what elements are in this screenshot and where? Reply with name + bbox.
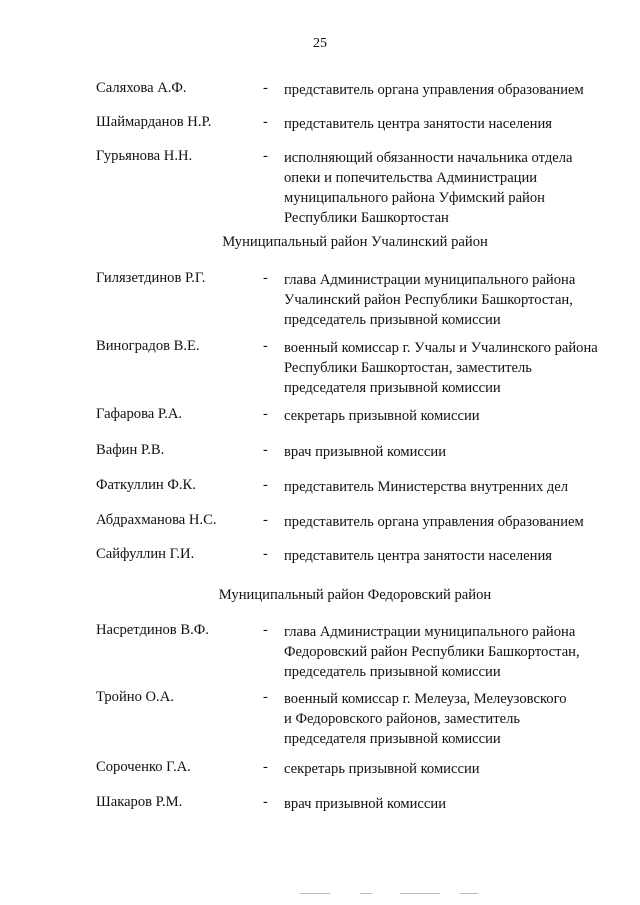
role-line: опеки и попечительства Администрации xyxy=(284,170,538,186)
member-role xyxy=(284,759,480,779)
role-line: представитель центра занятости населения xyxy=(284,116,552,132)
member-role xyxy=(284,270,575,330)
role-line: глава Администрации муниципального района xyxy=(284,624,576,640)
member-name: Гилязетдинов Р.Г. xyxy=(96,270,206,286)
role-line: Республики Башкортостан, заместитель xyxy=(284,360,532,376)
dash-separator: - xyxy=(263,689,268,705)
scan-artifact xyxy=(300,893,500,897)
member-role xyxy=(284,80,584,100)
section-title-uchaly: Муниципальный район Учалинский район xyxy=(222,234,488,250)
member-role xyxy=(284,794,446,814)
role-line: представитель центра занятости населения xyxy=(284,548,552,564)
role-line: представитель органа управления образованием xyxy=(284,514,584,530)
role-line: врач призывной комиссии xyxy=(284,796,446,812)
role-line: муниципального района Уфимский район xyxy=(284,190,545,206)
dash-separator: - xyxy=(263,477,268,493)
dash-separator: - xyxy=(263,759,268,775)
role-line: председателя призывной комиссии xyxy=(284,380,501,396)
dash-separator: - xyxy=(263,406,268,422)
member-role xyxy=(284,622,580,682)
member-role xyxy=(284,512,584,532)
role-line: глава Администрации муниципального района xyxy=(284,272,576,288)
role-line: представитель Министерства внутренних дел xyxy=(284,479,569,495)
role-line: и Федоровского районов, заместитель xyxy=(284,711,521,727)
page-number: 25 xyxy=(313,36,327,51)
dash-separator: - xyxy=(263,622,268,638)
role-line: председателя призывной комиссии xyxy=(284,731,501,747)
role-line: военный комиссар г. Учалы и Учалинского района xyxy=(284,340,598,356)
member-role xyxy=(284,148,572,228)
dash-separator: - xyxy=(263,338,268,354)
dash-separator: - xyxy=(263,512,268,528)
section-title-fedorovka: Муниципальный район Федоровский район xyxy=(218,587,492,603)
dash-separator: - xyxy=(263,148,268,164)
dash-separator: - xyxy=(263,114,268,130)
member-name: Гурьянова Н.Н. xyxy=(96,148,193,164)
role-line: Учалинский район Республики Башкортостан, xyxy=(284,292,573,308)
role-line: председатель призывной комиссии xyxy=(284,312,501,328)
member-name: Абдрахманова Н.С. xyxy=(96,512,217,528)
role-line: секретарь призывной комиссии xyxy=(284,761,480,777)
dash-separator: - xyxy=(263,80,268,96)
role-line: председатель призывной комиссии xyxy=(284,664,501,680)
role-line: военный комиссар г. Мелеуза, Мелеузовского xyxy=(284,691,567,707)
member-name: Тройно О.А. xyxy=(96,689,174,705)
member-name: Сайфуллин Г.И. xyxy=(96,546,195,562)
role-line: Федоровский район Республики Башкортостан, xyxy=(284,644,580,660)
role-line: врач призывной комиссии xyxy=(284,444,446,460)
member-name: Шаймарданов Н.Р. xyxy=(96,114,212,130)
role-line: представитель органа управления образованием xyxy=(284,82,584,98)
member-name: Виноградов В.Е. xyxy=(96,338,200,354)
member-role xyxy=(284,546,552,566)
member-name: Насретдинов В.Ф. xyxy=(96,622,209,638)
member-name: Гафарова Р.А. xyxy=(96,406,183,422)
dash-separator: - xyxy=(263,270,268,286)
member-name: Сороченко Г.А. xyxy=(96,759,191,775)
dash-separator: - xyxy=(263,442,268,458)
member-name: Фаткуллин Ф.К. xyxy=(96,477,196,493)
member-name: Вафин Р.В. xyxy=(96,442,165,458)
member-role xyxy=(284,689,567,749)
role-line: исполняющий обязанности начальника отдела xyxy=(284,150,573,166)
member-role xyxy=(284,338,598,398)
member-name: Саляхова А.Ф. xyxy=(96,80,187,96)
role-line: секретарь призывной комиссии xyxy=(284,408,480,424)
member-role xyxy=(284,114,552,134)
member-name: Шакаров Р.М. xyxy=(96,794,183,810)
member-role xyxy=(284,442,446,462)
dash-separator: - xyxy=(263,546,268,562)
dash-separator: - xyxy=(263,794,268,810)
member-role xyxy=(284,406,480,426)
role-line: Республики Башкортостан xyxy=(284,210,449,226)
member-role xyxy=(284,477,568,497)
